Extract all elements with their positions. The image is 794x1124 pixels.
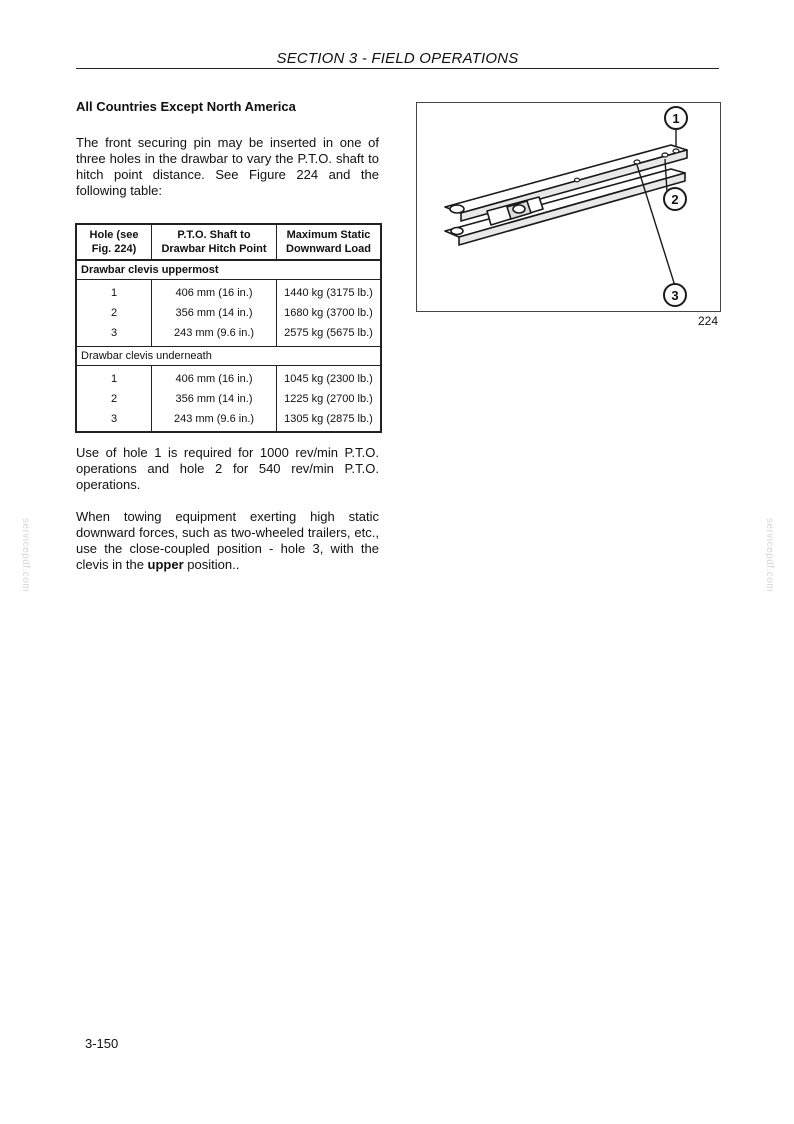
table-row xyxy=(76,323,381,347)
cell-distance: 406 mm (16 in.) xyxy=(152,366,277,390)
header-hole-line2: Fig. 224) xyxy=(91,243,137,255)
subheading: All Countries Except North America xyxy=(76,99,296,114)
cell-load: 1440 kg (3175 lb.) xyxy=(284,287,373,299)
drawbar-illustration xyxy=(417,103,720,311)
section-title: SECTION 3 - FIELD OPERATIONS xyxy=(276,50,519,67)
callout-2-label: 2 xyxy=(671,192,679,207)
cell-load: 1045 kg (2300 lb.) xyxy=(284,373,373,385)
cell-distance: 243 mm (9.6 in.) xyxy=(152,323,277,347)
cell-hole: 2 xyxy=(76,303,152,323)
header-load-line2: Downward Load xyxy=(286,243,371,255)
towing-text-start: When towing equipment exerting high static downward forces, such as two-wheeled trailers, etc., use the close-coupled position - hole 3, with the clevis in the xyxy=(76,509,379,572)
cell-hole: 2 xyxy=(76,389,152,409)
watermark-left: servicepdf.com xyxy=(20,518,31,593)
intro-paragraph: The front securing pin may be inserted in one of three holes in the drawbar to vary the P.T.O. shaft to hitch point distance. See Figure 224 and the following table: xyxy=(76,135,379,198)
callout-1-label: 1 xyxy=(672,111,680,126)
cell-load: 1305 kg (2875 lb.) xyxy=(284,413,373,425)
cell-load: 1225 kg (2700 lb.) xyxy=(284,393,373,405)
hole-usage-paragraph: Use of hole 1 is required for 1000 rev/min P.T.O. operations and hole 2 for 540 rev/min P.T.O. operations. xyxy=(76,445,379,492)
cell-hole: 1 xyxy=(76,366,152,390)
table-row xyxy=(76,303,381,323)
callout-2-icon xyxy=(664,188,686,210)
header-rule xyxy=(76,68,719,69)
table-header-row xyxy=(76,224,381,260)
drawbar-figure xyxy=(416,102,721,312)
cell-distance: 356 mm (14 in.) xyxy=(152,303,277,323)
cell-hole: 1 xyxy=(76,280,152,304)
header-hole-line1: Hole (see xyxy=(89,229,139,241)
section-row-uppermost xyxy=(76,260,381,280)
cell-distance: 406 mm (16 in.) xyxy=(152,280,277,304)
cell-distance: 243 mm (9.6 in.) xyxy=(152,409,277,432)
section-label-uppermost: Drawbar clevis uppermost xyxy=(76,260,381,280)
section-label-underneath: Drawbar clevis underneath xyxy=(76,347,381,366)
header-load-line1: Maximum Static xyxy=(286,229,371,241)
section-row-underneath xyxy=(76,347,381,366)
header-max-load xyxy=(277,224,382,260)
towing-paragraph xyxy=(76,509,379,573)
table-row xyxy=(76,366,381,390)
cell-distance: 356 mm (14 in.) xyxy=(152,389,277,409)
header-pto-line2: Drawbar Hitch Point xyxy=(161,243,267,255)
header-hole xyxy=(76,224,152,260)
towing-emphasis: upper xyxy=(147,557,184,572)
cell-load: 2575 kg (5675 lb.) xyxy=(284,327,373,339)
cell-hole: 3 xyxy=(76,409,152,432)
table-row xyxy=(76,389,381,409)
towing-text-end: position.. xyxy=(183,557,240,572)
figure-number: 224 xyxy=(697,314,718,328)
cell-load: 1680 kg (3700 lb.) xyxy=(284,307,373,319)
watermark-right: servicepdf.com xyxy=(764,518,775,593)
callout-1-icon xyxy=(665,107,687,129)
table-row xyxy=(76,280,381,304)
table-row xyxy=(76,409,381,432)
header-pto-distance xyxy=(152,224,277,260)
header-pto-line1: P.T.O. Shaft to xyxy=(177,229,251,241)
page-number: 3-150 xyxy=(85,1036,119,1051)
callout-3-label: 3 xyxy=(671,288,679,303)
cell-hole: 3 xyxy=(76,323,152,347)
hitch-dimension-table xyxy=(75,223,382,433)
callout-3-icon xyxy=(664,284,686,306)
